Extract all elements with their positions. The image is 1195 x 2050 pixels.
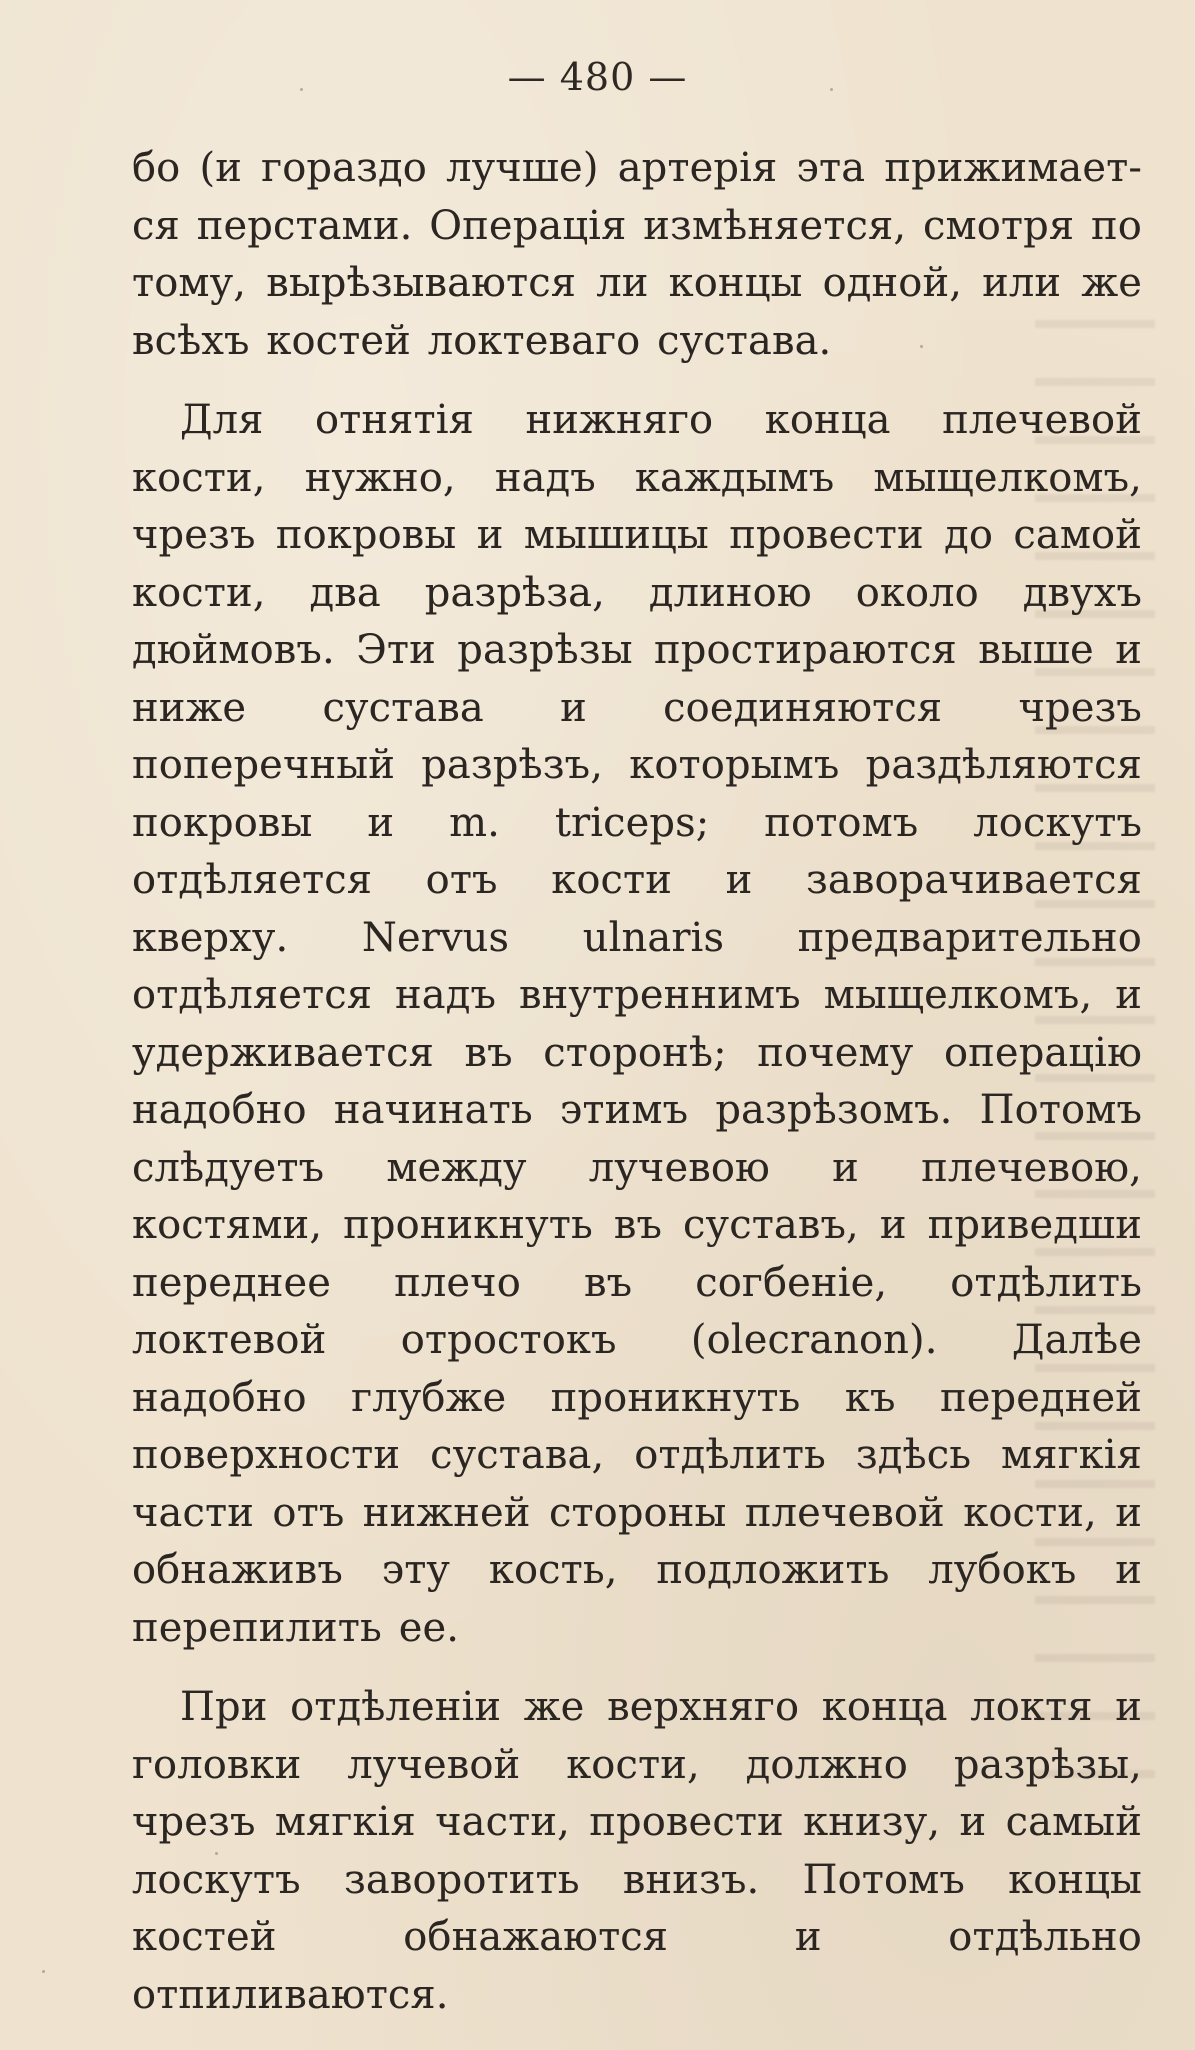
paragraph-2: Для отнятія нижняго конца плечевой кости, нужно, надъ каждымъ мыщелкомъ, чрезъ покровы и мышицы провести до самой кости, два разрѣза, длиною около двухъ дюймовъ. Эти разрѣзы простираются выше и ниже сустава и соединяются чрезъ поперечный разрѣзъ, которымъ раздѣляются покровы и m. triceps; потомъ лоскутъ отдѣляется отъ кости и заворачивается кверху. Nervus ulnaris предварительно отдѣляется надъ внутреннимъ мыщелкомъ, и удерживается въ сторонѣ; почему операцію надобно начинать этимъ разрѣзомъ. Потомъ слѣдуетъ между лучевою и плечевою, костями, проникнуть въ суставъ, и приведши переднее плечо въ согбеніе, отдѣлить локтевой отростокъ (olecranon). Далѣе надобно глубже проникнуть къ передней поверхности сустава, отдѣлить здѣсь мягкія части отъ нижней стороны плечевой кости, и обнаживъ эту кость, подложить лубокъ и перепилить ее. [132, 397, 1142, 1651]
dust-speck [215, 1852, 218, 1855]
page-body [132, 140, 1142, 2024]
paragraph-1: бо (и гораздо лучше) артерія эта прижимает-ся перстами. Операція измѣняется, смотря по тому, вырѣзываются ли концы одной, или же всѣхъ костей локтеваго сустава. [132, 145, 1142, 364]
dust-speck [300, 88, 303, 91]
dust-speck [42, 1970, 45, 1973]
paragraph-3: При отдѣленіи же верхняго конца локтя и головки лучевой кости, должно разрѣзы, чрезъ мягкія части, провести книзу, и самый лоскутъ заворотить внизъ. Потомъ концы костей обнажаются и отдѣльно отпиливаются. [132, 1684, 1142, 2018]
dust-speck [920, 345, 923, 348]
page-number: — 480 — [507, 55, 688, 99]
dust-speck [1118, 168, 1121, 171]
dust-speck [830, 88, 833, 91]
